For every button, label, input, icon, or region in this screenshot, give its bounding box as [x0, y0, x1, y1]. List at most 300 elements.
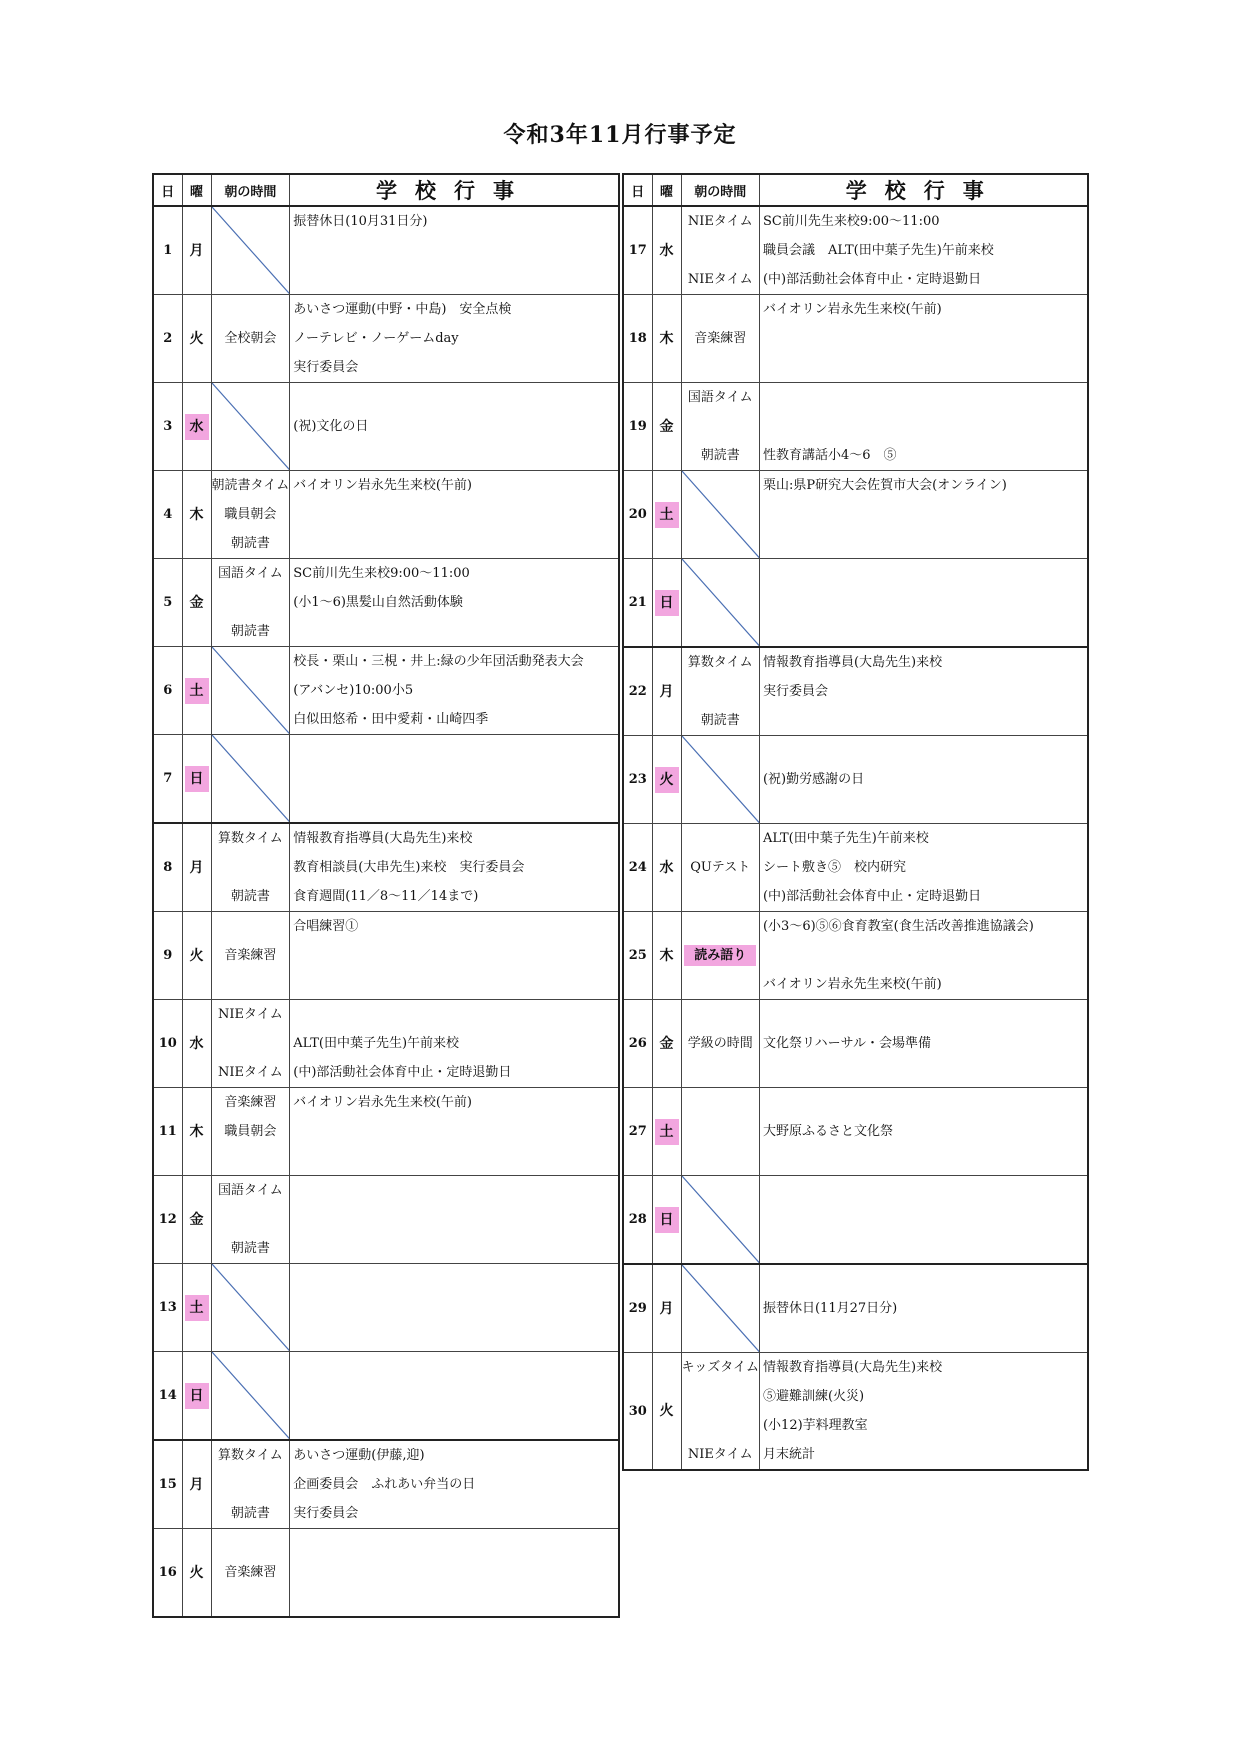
events-cell [290, 471, 619, 559]
morning-line: 算数タイム [218, 831, 283, 846]
morning-line: 音楽練習 [224, 948, 277, 963]
morning-activity-cell [681, 1000, 759, 1088]
event-line: (祝)文化の日 [293, 419, 369, 434]
weekday-label: 木 [189, 506, 204, 523]
weekday-label: 木 [659, 947, 674, 964]
morning-activity-cell [211, 735, 290, 824]
weekday-label: 木 [659, 330, 674, 347]
event-line: 情報教育指導員(大島先生)来校 [762, 655, 943, 670]
weekday-label: 土 [185, 678, 209, 704]
events-cell [290, 823, 619, 912]
events-cell [290, 647, 619, 735]
table-row [153, 295, 619, 383]
day-number: 8 [153, 823, 182, 912]
event-line [760, 324, 1088, 353]
morning-line [212, 853, 290, 882]
day-number: 5 [153, 559, 182, 647]
morning-activity-cell [211, 1088, 290, 1176]
event-line [290, 793, 618, 822]
table-row [623, 383, 1088, 471]
weekday-cell [182, 295, 211, 383]
event-line [290, 1293, 618, 1322]
morning-line [682, 824, 759, 853]
page-title: 令和3年11月行事予定 [503, 122, 737, 148]
events-cell [759, 1264, 1088, 1353]
table-row [153, 1529, 619, 1618]
weekday-cell [652, 647, 681, 736]
events-cell [290, 1352, 619, 1441]
weekday-label: 土 [185, 1295, 209, 1321]
table-row [153, 1352, 619, 1441]
day-number: 21 [623, 559, 652, 648]
day-number: 20 [623, 471, 652, 559]
morning-line: 朝読書 [230, 624, 270, 639]
weekday-cell [182, 383, 211, 471]
weekday-label: 月 [189, 242, 204, 259]
morning-activity-cell [211, 823, 290, 912]
table-header-row [623, 174, 1088, 206]
event-line [760, 383, 1088, 412]
table-row [153, 206, 619, 295]
no-activity-slash [212, 1264, 290, 1351]
no-activity-slash [212, 647, 290, 734]
events-cell [290, 735, 619, 824]
event-line: 文化祭リハーサル・会場準備 [762, 1036, 931, 1051]
events-cell [759, 736, 1088, 824]
event-line [290, 500, 618, 529]
event-line [290, 1410, 618, 1439]
event-line [760, 588, 1088, 617]
morning-activity-cell [211, 383, 290, 471]
table-row [153, 1000, 619, 1088]
weekday-cell [652, 912, 681, 1000]
weekday-label: 金 [659, 1035, 674, 1052]
table-row [623, 471, 1088, 559]
schedule-body-left [153, 206, 619, 1617]
event-line [290, 1587, 618, 1616]
morning-activity-cell [211, 647, 290, 735]
events-cell [290, 559, 619, 647]
event-line [290, 1558, 618, 1587]
weekday-label: 土 [655, 1119, 679, 1145]
event-line: 振替休日(10月31日分) [293, 214, 428, 229]
events-cell [759, 1000, 1088, 1088]
morning-activity-cell [211, 206, 290, 295]
event-line [290, 1205, 618, 1234]
events-cell [290, 912, 619, 1000]
morning-activity-cell [681, 736, 759, 824]
events-cell [759, 1176, 1088, 1265]
morning-line [682, 1088, 759, 1117]
morning-activity-cell [681, 295, 759, 383]
morning-activity-cell [681, 559, 759, 648]
events-cell [759, 295, 1088, 383]
event-line [290, 265, 618, 294]
event-line: ノーテレビ・ノーゲームday [293, 331, 459, 346]
weekday-label: 火 [189, 1564, 204, 1581]
event-line: バイオリン岩永先生来校(午前) [762, 302, 942, 317]
morning-activity-cell [211, 1352, 290, 1441]
weekday-label: 金 [189, 594, 204, 611]
event-line: 実行委員会 [293, 1506, 359, 1521]
table-row [623, 295, 1088, 383]
day-number: 30 [623, 1353, 652, 1471]
event-line: (祝)勤労感謝の日 [762, 772, 865, 787]
event-line [760, 559, 1088, 588]
events-cell [759, 1088, 1088, 1176]
weekday-label: 火 [655, 767, 679, 793]
event-line [290, 1529, 618, 1558]
event-line [290, 735, 618, 764]
event-line [760, 529, 1088, 558]
morning-line [212, 588, 290, 617]
weekday-cell [182, 912, 211, 1000]
table-row [623, 824, 1088, 912]
table-header-row [153, 174, 619, 206]
event-line: (中)部活動社会体育中止・定時退勤日 [762, 272, 982, 287]
event-line [760, 412, 1088, 441]
table-row [623, 559, 1088, 648]
events-cell [759, 647, 1088, 736]
day-number: 12 [153, 1176, 182, 1264]
event-line [760, 1323, 1088, 1352]
event-line [290, 529, 618, 558]
table-row [153, 471, 619, 559]
morning-line: 学級の時間 [687, 1036, 753, 1051]
morning-line: 算数タイム [218, 1448, 283, 1463]
weekday-cell [182, 1264, 211, 1352]
weekday-cell [182, 823, 211, 912]
morning-line: 音楽練習 [694, 331, 747, 346]
weekday-cell [182, 559, 211, 647]
event-line: SC前川先生来校9:00～11:00 [762, 214, 940, 229]
event-line: (小1～6)黒髪山自然活動体験 [293, 595, 463, 610]
no-activity-slash [212, 735, 290, 822]
event-line: 企画委員会 ふれあい弁当の日 [293, 1477, 476, 1492]
table-row [623, 1088, 1088, 1176]
weekday-label: 火 [659, 1403, 674, 1419]
events-cell [759, 824, 1088, 912]
morning-line [682, 1000, 759, 1029]
event-line [760, 736, 1088, 765]
morning-line: 朝読書タイム [211, 478, 290, 493]
table-row [153, 559, 619, 647]
morning-line: 音楽練習 [224, 1565, 277, 1580]
morning-line [682, 1146, 759, 1175]
no-activity-slash [212, 207, 290, 294]
morning-line [212, 1146, 290, 1175]
table-row [623, 1176, 1088, 1265]
event-line [290, 1146, 618, 1175]
event-line [290, 1352, 618, 1381]
weekday-cell [182, 1000, 211, 1088]
event-line [290, 1381, 618, 1410]
morning-header: 朝の時間 [211, 174, 290, 206]
event-line: 白似田悠希・田中愛莉・山崎四季 [293, 712, 489, 727]
no-activity-slash [682, 736, 759, 823]
event-line [760, 941, 1088, 970]
schedule-body-right [623, 206, 1088, 1470]
events-cell [290, 1176, 619, 1264]
morning-line: 国語タイム [218, 1183, 283, 1198]
weekday-label: 金 [659, 418, 674, 435]
morning-line [212, 353, 290, 382]
morning-line [682, 1117, 759, 1146]
table-row [153, 1264, 619, 1352]
day-number: 7 [153, 735, 182, 824]
morning-line: 算数タイム [687, 655, 753, 670]
day-number: 29 [623, 1264, 652, 1353]
events-cell [759, 206, 1088, 295]
table-row [153, 1176, 619, 1264]
events-cell [290, 295, 619, 383]
weekday-label: 火 [189, 330, 204, 347]
event-line [290, 1322, 618, 1351]
event-line: シート敷き⑤ 校内研究 [762, 860, 906, 875]
event-line [760, 1000, 1088, 1029]
morning-activity-cell [211, 559, 290, 647]
morning-activity-cell [211, 1264, 290, 1352]
event-line [290, 764, 618, 793]
no-activity-slash [682, 1265, 759, 1352]
morning-line: NIEタイム [687, 214, 753, 229]
morning-line: 朝読書 [230, 889, 270, 904]
table-row [153, 1440, 619, 1529]
day-number: 3 [153, 383, 182, 471]
weekday-label: 月 [189, 1476, 204, 1493]
table-row [153, 383, 619, 471]
day-number: 10 [153, 1000, 182, 1088]
morning-line [682, 1411, 759, 1440]
morning-line [212, 1529, 290, 1558]
day-number: 28 [623, 1176, 652, 1265]
weekday-cell [652, 1353, 681, 1471]
morning-line: 職員朝会 [224, 1124, 277, 1139]
morning-line: 朝読書 [230, 536, 270, 551]
event-line [290, 1000, 618, 1029]
event-line: 教育相談員(大串先生)来校 実行委員会 [293, 860, 525, 875]
table-row [153, 647, 619, 735]
morning-line: 国語タイム [687, 390, 753, 405]
weekday-cell [652, 471, 681, 559]
weekday-label: 水 [659, 859, 674, 876]
event-line [760, 1205, 1088, 1234]
weekday-cell [182, 735, 211, 824]
day-header: 日 [153, 174, 182, 206]
event-line [290, 970, 618, 999]
weekday-cell [652, 1176, 681, 1265]
morning-line [682, 412, 759, 441]
morning-line [682, 677, 759, 706]
morning-activity-cell [211, 1440, 290, 1529]
morning-line [682, 970, 759, 999]
morning-activity-cell [681, 1176, 759, 1265]
morning-line [682, 882, 759, 911]
morning-line [682, 236, 759, 265]
table-row [623, 1264, 1088, 1353]
event-line: 月末統計 [762, 1447, 815, 1462]
table-row [623, 912, 1088, 1000]
table-row [153, 912, 619, 1000]
weekday-header: 曜 [652, 174, 681, 206]
no-activity-slash [682, 559, 759, 646]
morning-line [212, 295, 290, 324]
event-line: ALT(田中葉子先生)午前来校 [293, 1036, 460, 1051]
weekday-cell [182, 1352, 211, 1441]
morning-line: NIEタイム [218, 1065, 283, 1080]
event-line [760, 1176, 1088, 1205]
weekday-cell [652, 736, 681, 824]
event-line: ALT(田中葉子先生)午前来校 [762, 831, 929, 846]
event-line: 食育週間(11／8～11／14まで) [293, 889, 479, 904]
events-header: 学校行事 [290, 174, 619, 206]
event-line [290, 617, 618, 646]
event-line: ⑤避難訓練(火災) [762, 1389, 865, 1404]
morning-activity-cell [211, 295, 290, 383]
morning-line [212, 912, 290, 941]
event-line: バイオリン岩永先生来校(午前) [293, 478, 473, 493]
event-line [290, 1176, 618, 1205]
day-number: 23 [623, 736, 652, 824]
events-cell [290, 206, 619, 295]
event-line: 情報教育指導員(大島先生)来校 [293, 831, 473, 846]
weekday-cell [652, 1000, 681, 1088]
events-cell [759, 1353, 1088, 1471]
day-number: 2 [153, 295, 182, 383]
event-line: あいさつ運動(伊藤,迎) [293, 1448, 425, 1463]
morning-header: 朝の時間 [681, 174, 759, 206]
morning-line [682, 353, 759, 382]
morning-activity-cell [681, 1264, 759, 1353]
no-activity-slash [682, 1176, 759, 1263]
morning-activity-cell [211, 1176, 290, 1264]
event-line: 合唱練習① [293, 919, 359, 934]
no-activity-slash [682, 471, 759, 558]
no-activity-slash [212, 383, 290, 470]
day-header: 日 [623, 174, 652, 206]
weekday-cell [182, 1529, 211, 1618]
event-line [290, 1117, 618, 1146]
event-line [290, 941, 618, 970]
morning-activity-cell [211, 471, 290, 559]
morning-line: 朝読書 [230, 1506, 270, 1521]
table-row [153, 823, 619, 912]
weekday-label: 水 [189, 1035, 204, 1052]
weekday-cell [182, 647, 211, 735]
weekday-label: 火 [189, 947, 204, 964]
morning-line: 朝読書 [700, 448, 740, 463]
table-row [623, 1353, 1088, 1471]
morning-line: NIEタイム [687, 1447, 753, 1462]
event-line: 校長・栗山・三梘・井上:緑の少年団活動発表大会 [293, 654, 584, 669]
morning-activity-cell [681, 471, 759, 559]
morning-activity-cell [681, 647, 759, 736]
day-number: 24 [623, 824, 652, 912]
morning-activity-cell [681, 1353, 759, 1471]
morning-line: 国語タイム [218, 566, 283, 581]
morning-line: 朝読書 [700, 713, 740, 728]
events-cell [290, 1529, 619, 1618]
weekday-label: 水 [659, 242, 674, 259]
morning-line: QUテスト [690, 860, 751, 875]
day-number: 25 [623, 912, 652, 1000]
event-line: 実行委員会 [293, 360, 359, 375]
event-line [290, 236, 618, 265]
weekday-cell [652, 206, 681, 295]
event-line: (アバンセ)10:00小5 [293, 683, 414, 698]
day-number: 13 [153, 1264, 182, 1352]
events-cell [290, 1264, 619, 1352]
weekday-cell [182, 1176, 211, 1264]
event-line: 性教育講話小4～6 ⑤ [762, 448, 897, 463]
table-row [623, 736, 1088, 824]
event-line [290, 441, 618, 470]
morning-line [682, 941, 759, 970]
table-row [623, 206, 1088, 295]
weekday-cell [652, 559, 681, 648]
event-line: 実行委員会 [762, 684, 828, 699]
events-cell [290, 383, 619, 471]
event-line [760, 353, 1088, 382]
weekday-cell [652, 1264, 681, 1353]
event-line [760, 1146, 1088, 1175]
morning-activity-cell [681, 1088, 759, 1176]
weekday-cell [182, 1088, 211, 1176]
morning-activity-cell [681, 824, 759, 912]
weekday-cell [652, 1088, 681, 1176]
morning-line [682, 295, 759, 324]
event-line [760, 706, 1088, 735]
morning-activity-cell [211, 1529, 290, 1618]
event-line [760, 1058, 1088, 1087]
day-number: 6 [153, 647, 182, 735]
events-header: 学校行事 [759, 174, 1088, 206]
weekday-label: 日 [655, 590, 679, 616]
table-row [153, 735, 619, 824]
morning-line [682, 912, 759, 941]
schedule-table-left [152, 173, 620, 1618]
event-line [760, 617, 1088, 646]
morning-activity-cell [681, 383, 759, 471]
event-line: 振替休日(11月27日分) [762, 1301, 898, 1316]
morning-line: 音楽練習 [224, 1095, 277, 1110]
event-line: (小12)芋料理教室 [762, 1418, 868, 1433]
morning-line [212, 1029, 290, 1058]
morning-line: キッズタイム [681, 1360, 759, 1375]
morning-line [212, 970, 290, 999]
weekday-cell [182, 1440, 211, 1529]
morning-badge: 読み語り [684, 945, 756, 966]
events-cell [759, 912, 1088, 1000]
morning-line [212, 1205, 290, 1234]
events-cell [759, 471, 1088, 559]
weekday-label: 土 [655, 502, 679, 528]
event-line [760, 1265, 1088, 1294]
day-number: 15 [153, 1440, 182, 1529]
event-line: (小3～6)⑤⑥食育教室(食生活改善推進協議会) [762, 919, 1034, 934]
table-row [153, 1088, 619, 1176]
weekday-cell [652, 383, 681, 471]
event-line: 大野原ふるさと文化祭 [762, 1124, 893, 1139]
event-line: バイオリン岩永先生来校(午前) [762, 977, 942, 992]
weekday-cell [652, 295, 681, 383]
schedule-table-right [622, 173, 1089, 1471]
weekday-label: 金 [189, 1211, 204, 1228]
table-row [623, 1000, 1088, 1088]
day-number: 1 [153, 206, 182, 295]
morning-activity-cell [211, 1000, 290, 1088]
day-number: 4 [153, 471, 182, 559]
